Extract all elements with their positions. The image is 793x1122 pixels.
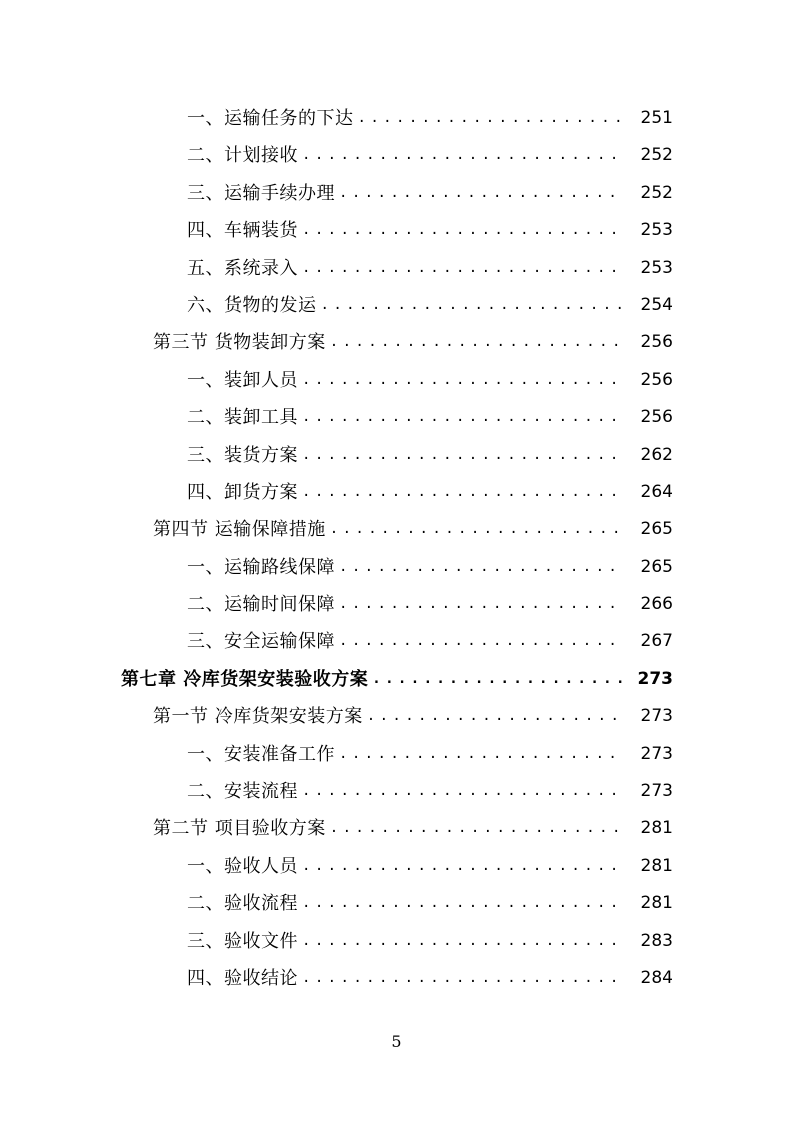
toc-item-entry[interactable] [0,474,793,511]
toc-dot-leader [330,810,623,847]
toc-entry-page: 265 [640,519,673,540]
toc-item-entry[interactable] [0,175,793,212]
toc-entry-title: 一、运输路线保障 [187,556,335,578]
toc-entry-title: 二、安装流程 [187,781,298,803]
toc-section-entry[interactable] [0,324,793,361]
toc-dot-leader [302,773,623,810]
toc-item-entry[interactable] [0,773,793,810]
toc-dot-leader [367,698,623,735]
toc-dot-leader [302,885,623,922]
toc-item-entry[interactable] [0,586,793,623]
toc-section-entry[interactable] [0,810,793,847]
toc-dot-leader [302,960,623,997]
toc-dot-leader [339,586,623,623]
toc-entry-title: 第一节 冷库货架安装方案 [153,706,363,728]
toc-entry-page: 253 [640,257,673,278]
toc-dot-leader [302,923,623,960]
table-of-contents [0,100,793,997]
toc-dot-leader [339,623,623,660]
toc-entry-title: 四、车辆装货 [187,220,298,242]
toc-entry-page: 256 [640,407,673,428]
toc-entry-title: 三、验收文件 [187,930,298,952]
toc-dot-leader [372,661,623,698]
page-number: 5 [391,1032,402,1051]
toc-item-entry[interactable] [0,287,793,324]
toc-item-entry[interactable] [0,399,793,436]
toc-section-entry[interactable] [0,698,793,735]
toc-dot-leader [302,362,623,399]
toc-entry-page: 262 [640,444,673,465]
toc-entry-page: 252 [640,145,673,166]
toc-item-entry[interactable] [0,848,793,885]
toc-entry-title: 二、装卸工具 [187,407,298,429]
toc-item-entry[interactable] [0,362,793,399]
toc-entry-title: 第二节 项目验收方案 [153,818,326,840]
toc-dot-leader [302,848,623,885]
toc-entry-title: 第七章 冷库货架安装验收方案 [121,668,369,690]
toc-entry-page: 254 [640,294,673,315]
toc-entry-page: 281 [640,893,673,914]
toc-entry-title: 三、安全运输保障 [187,631,335,653]
toc-dot-leader [302,250,623,287]
toc-section-entry[interactable] [0,511,793,548]
toc-entry-title: 二、验收流程 [187,893,298,915]
toc-entry-title: 六、货物的发运 [187,294,317,316]
toc-entry-page: 252 [640,182,673,203]
toc-item-entry[interactable] [0,885,793,922]
toc-entry-page: 256 [640,332,673,353]
toc-entry-page: 273 [637,668,673,689]
toc-entry-page: 284 [640,967,673,988]
toc-dot-leader [358,100,624,137]
toc-item-entry[interactable] [0,549,793,586]
toc-dot-leader [321,287,624,324]
toc-item-entry[interactable] [0,100,793,137]
toc-entry-title: 二、运输时间保障 [187,594,335,616]
toc-entry-title: 一、装卸人员 [187,369,298,391]
toc-entry-page: 281 [640,818,673,839]
toc-item-entry[interactable] [0,923,793,960]
toc-entry-title: 三、装货方案 [187,444,298,466]
toc-entry-page: 256 [640,369,673,390]
toc-entry-title: 四、验收结论 [187,967,298,989]
toc-entry-page: 266 [640,594,673,615]
toc-item-entry[interactable] [0,960,793,997]
toc-entry-page: 267 [640,631,673,652]
toc-dot-leader [339,549,623,586]
toc-item-entry[interactable] [0,437,793,474]
toc-item-entry[interactable] [0,212,793,249]
toc-entry-page: 273 [640,781,673,802]
toc-entry-page: 273 [640,743,673,764]
toc-entry-page: 273 [640,706,673,727]
toc-entry-title: 第三节 货物装卸方案 [153,332,326,354]
toc-dot-leader [339,736,623,773]
toc-entry-title: 一、运输任务的下达 [187,108,354,129]
toc-item-entry[interactable] [0,736,793,773]
toc-entry-title: 二、计划接收 [187,145,298,167]
toc-entry-page: 265 [640,556,673,577]
toc-dot-leader [302,212,623,249]
toc-dot-leader [302,137,623,174]
toc-entry-page: 251 [640,108,673,128]
toc-chapter-entry[interactable] [0,661,793,698]
toc-dot-leader [330,324,623,361]
toc-dot-leader [302,474,623,511]
toc-entry-page: 281 [640,855,673,876]
toc-dot-leader [339,175,623,212]
toc-entry-page: 253 [640,220,673,241]
toc-item-entry[interactable] [0,137,793,174]
toc-entry-title: 五、系统录入 [187,257,298,279]
toc-dot-leader [330,511,623,548]
toc-entry-page: 264 [640,481,673,502]
toc-item-entry[interactable] [0,623,793,660]
toc-item-entry[interactable] [0,250,793,287]
toc-dot-leader [302,399,623,436]
toc-entry-title: 一、安装准备工作 [187,743,335,765]
toc-dot-leader [302,437,623,474]
toc-entry-title: 第四节 运输保障措施 [153,519,326,541]
toc-entry-page: 283 [640,930,673,951]
toc-entry-title: 四、卸货方案 [187,481,298,503]
toc-entry-title: 一、验收人员 [187,855,298,877]
toc-entry-title: 三、运输手续办理 [187,182,335,204]
